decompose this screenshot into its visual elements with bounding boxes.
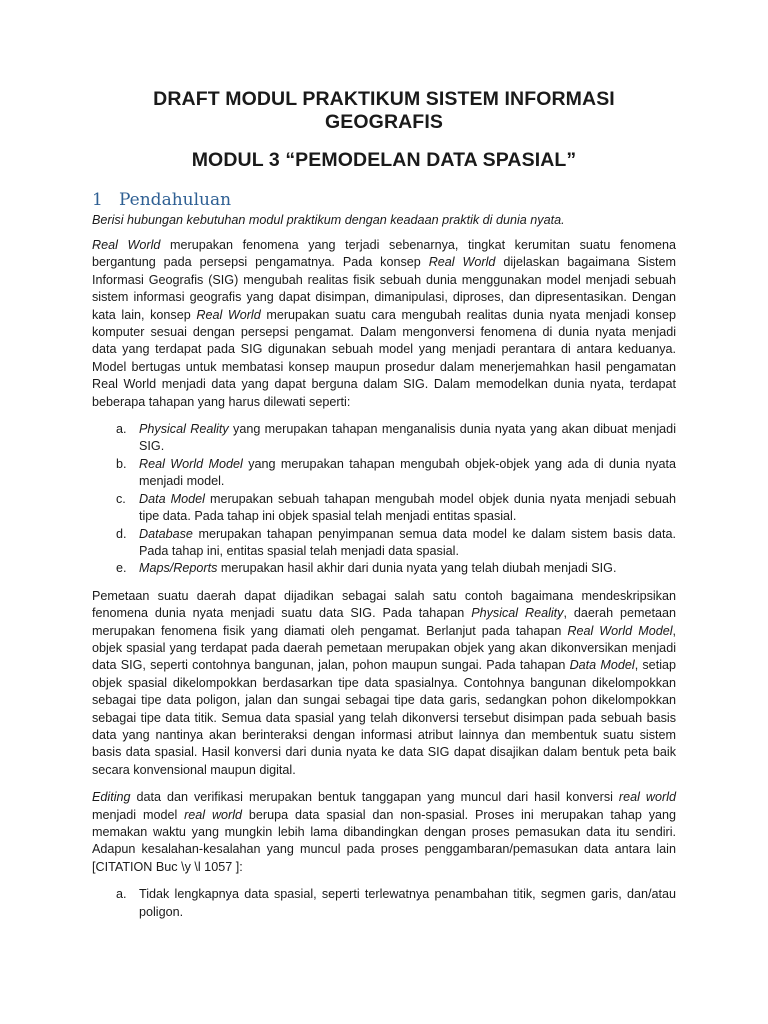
list-item bbox=[92, 560, 676, 577]
list-term: Data Model bbox=[139, 491, 205, 506]
paragraph-text: , setiap objek spasial dikelompokkan berdasarkan tipe data spasialnya. Contohnya bangunan dikelompokkan sebagai tipe data poligon, jalan dan sungai sebagai tipe data garis, sedangkan pohon dikelompokkan sebagai tipe data titik. Semua data spasial yang telah dikonversi tersebut disimpan pada sebuah basis data yang nantinya akan berinteraksi dengan informasi atribut lainnya dan membentuk suatu sistem basis data spasial. Hasil konversi dari dunia nyata ke data SIG dapat disajikan dalam bentuk peta baik secara konvensional maupun digital. bbox=[92, 658, 676, 777]
paragraph-text: dijelaskan bagaimana Sistem Informasi Geografis (SIG) mengubah realitas fisik sebuah dunia menggunakan model menjadi sebuah sistem informasi geografis yang dapat disimpan, dimanipulasi, diproses, dan dipresentasikan. Dengan kata lain, konsep bbox=[92, 255, 676, 322]
italic-term: Real World Model bbox=[567, 623, 673, 638]
list-text: Tidak lengkapnya data spasial, seperti terlewatnya penambahan titik, segmen garis, dan/atau poligon. bbox=[139, 887, 676, 919]
list-item bbox=[92, 526, 676, 561]
list-item bbox=[92, 886, 676, 921]
italic-term: Real World bbox=[428, 255, 496, 270]
list-item bbox=[92, 456, 676, 491]
paragraph-text: data dan verifikasi merupakan bentuk tanggapan yang muncul dari hasil konversi bbox=[130, 790, 619, 805]
paragraph-editing bbox=[92, 789, 676, 876]
section-subtitle: Berisi hubungan kebutuhan modul praktikum dengan keadaan praktik di dunia nyata. bbox=[92, 213, 565, 227]
module-title: MODUL 3 “PEMODELAN DATA SPASIAL” bbox=[191, 149, 577, 171]
list-text: yang merupakan tahapan menganalisis dunia nyata yang akan dibuat menjadi SIG. bbox=[139, 422, 676, 454]
list-item bbox=[92, 491, 676, 526]
paragraph-text: merupakan suatu cara mengubah realitas dunia nyata menjadi konsep komputer sesuai dengan persepsi pengamat. Dalam mengonversi fenomena di dunia nyata menjadi data yang terdapat pada SIG digunakan sebuah model yang menjadi perantara di antara keduanya. Model bertugas untuk membatasi konsep maupun prosedur dalam menerjemahkan hasil pengamatan Real World menjadi data yang dapat berguna dalam SIG. Dalam memodelkan dunia nyata, terdapat beberapa tahapan yang harus dilewati seperti: bbox=[92, 307, 676, 409]
italic-term: real world bbox=[184, 807, 243, 822]
list-term: Maps/Reports bbox=[139, 561, 218, 576]
modeling-stages-list bbox=[92, 421, 676, 578]
italic-term: Real World bbox=[92, 238, 161, 252]
paragraph-mapping-example bbox=[92, 588, 676, 779]
paragraph-text: berupa data spasial dan non-spasial. Proses ini merupakan tahap yang memakan waktu yang mungkin lebih lama dibandingkan dengan proses pemasukan data itu sendiri. Adapun kesalahan-kesalahan yang muncul pada proses penggambaran/pemasukan data antara lain [CITATION Buc \y \l 1057 ]: bbox=[92, 807, 677, 874]
list-text: merupakan tahapan penyimpanan semua data model ke dalam sistem basis data. Pada tahap ini, entitas spasial telah menjadi data spasial. bbox=[139, 526, 676, 558]
paragraph-real-world bbox=[92, 237, 676, 411]
section-heading bbox=[92, 190, 676, 210]
paragraph-text: Pemetaan suatu daerah dapat dijadikan sebagai salah satu contoh bagaimana mendeskripsikan fenomena dunia nyata menjadi suatu data SIG. Pada tahapan bbox=[92, 588, 676, 621]
paragraph-text: merupakan fenomena yang terjadi sebenarnya, tingkat kerumitan suatu fenomena bergantung pada persepsi pengamatnya. Pada konsep bbox=[92, 238, 677, 270]
italic-term: Data Model bbox=[569, 658, 635, 673]
list-marker: b. bbox=[116, 456, 127, 471]
italic-term: Physical Reality bbox=[471, 606, 564, 621]
list-marker: c. bbox=[116, 491, 126, 506]
section-title: Pendahuluan bbox=[119, 190, 232, 210]
list-marker: a. bbox=[116, 422, 127, 437]
list-text: yang merupakan tahapan mengubah objek-objek yang ada di dunia nyata menjadi model. bbox=[139, 456, 676, 489]
italic-term: real world bbox=[618, 790, 677, 805]
list-term: Physical Reality bbox=[139, 422, 229, 437]
section-number: 1 bbox=[92, 190, 103, 210]
paragraph-text: , daerah pemetaan merupakan fenomena fisik yang diamati oleh pengamat. Berlanjut pada tahapan bbox=[92, 606, 676, 638]
paragraph-text: menjadi model bbox=[92, 807, 185, 822]
italic-term: Editing bbox=[92, 790, 131, 805]
list-text: merupakan sebuah tahapan mengubah model objek dunia nyata menjadi sebuah tipe data. Pada tahap ini objek spasial telah menjadi entitas spasial. bbox=[139, 491, 676, 524]
list-item bbox=[92, 421, 676, 456]
paragraph-text: , objek spasial yang terdapat pada daerah pemetaan merupakan objek yang akan dikonversikan menjadi data SIG, seperti contohnya bangunan, jalan, pohon maupun sungai. Pada tahapan bbox=[92, 623, 676, 673]
list-marker: d. bbox=[116, 526, 127, 541]
list-marker: e. bbox=[116, 561, 127, 576]
list-term: Database bbox=[139, 526, 193, 541]
list-text: merupakan hasil akhir dari dunia nyata yang telah diubah menjadi SIG. bbox=[217, 561, 617, 576]
list-term: Real World Model bbox=[139, 456, 243, 471]
list-marker: a. bbox=[116, 887, 127, 902]
errors-list bbox=[92, 886, 676, 921]
italic-term: Real World bbox=[196, 307, 261, 322]
document-title: DRAFT MODUL PRAKTIKUM SISTEM INFORMASI GEOGRAFIS bbox=[153, 88, 615, 133]
